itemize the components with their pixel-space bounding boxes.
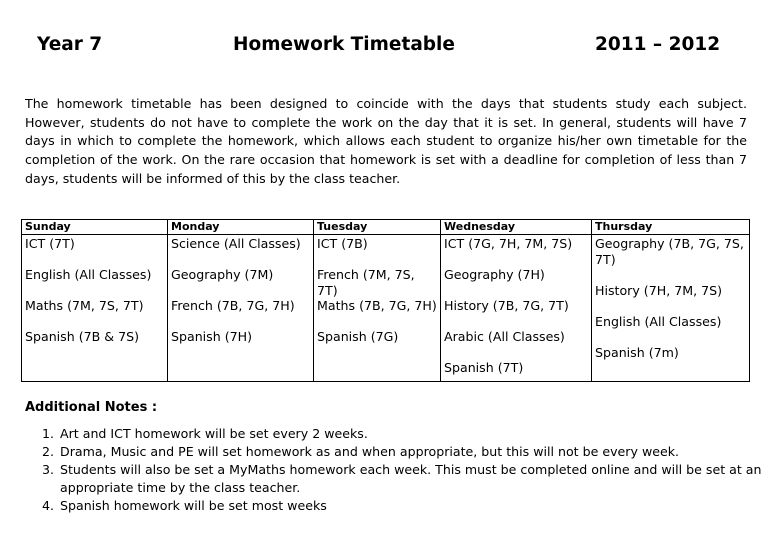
subject-entry: Science (All Classes) [171, 236, 301, 251]
subject-entry: Arabic (All Classes) [444, 329, 565, 344]
day-column-sunday [22, 235, 168, 382]
subject-entry: Geography (7H) [444, 267, 545, 282]
subject-entry: History (7H, 7M, 7S) [595, 282, 723, 298]
day-header-thursday: Thursday [592, 220, 750, 235]
subject-entry: Spanish (7m) [595, 344, 679, 360]
day-header-wednesday: Wednesday [441, 220, 592, 235]
additional-notes-heading: Additional Notes : [25, 400, 158, 415]
subject-entry: French (7B, 7G, 7H) [171, 298, 295, 313]
subject-entry: Geography (7B, 7G, 7S, 7T) [595, 236, 744, 267]
day-column-tuesday [314, 235, 441, 382]
year-group-label: Year 7 [37, 34, 103, 55]
day-column-monday [168, 235, 314, 382]
homework-timetable [21, 219, 750, 382]
note-item: 1. Art and ICT homework will be set every 2 weeks. [58, 425, 768, 443]
subject-entry: Geography (7M) [171, 267, 274, 282]
subject-entry: English (All Classes) [25, 267, 152, 282]
timetable-body-row [22, 235, 750, 382]
subject-entry: Spanish (7H) [171, 329, 253, 344]
subject-entry: Spanish (7T) [444, 360, 524, 375]
day-header-monday: Monday [168, 220, 314, 235]
additional-notes-list [25, 425, 768, 515]
subject-entry: ICT (7T) [25, 236, 75, 251]
timetable-header-row [22, 220, 750, 235]
note-item: 4. Spanish homework will be set most weeks [58, 497, 768, 515]
note-item: 2. Drama, Music and PE will set homework as and when appropriate, but this will not be every week. [58, 443, 768, 461]
day-column-wednesday [441, 235, 592, 382]
subject-entry: ICT (7B) [317, 236, 368, 251]
subject-entry: Spanish (7B & 7S) [25, 329, 140, 344]
day-header-tuesday: Tuesday [314, 220, 441, 235]
page-title: Homework Timetable [233, 34, 455, 55]
day-header-sunday: Sunday [22, 220, 168, 235]
subject-entry: ICT (7G, 7H, 7M, 7S) [444, 236, 573, 251]
subject-entry: Maths (7B, 7G, 7H) [317, 298, 437, 313]
subject-entry: Maths (7M, 7S, 7T) [25, 298, 144, 313]
day-column-thursday [592, 235, 750, 382]
note-item: 3. Students will also be set a MyMaths homework each week. This must be completed online and will be set at an appropriate time by the class teacher. [58, 461, 768, 497]
subject-entry: English (All Classes) [595, 313, 722, 329]
document-header [0, 34, 768, 60]
subject-entry: Spanish (7G) [317, 329, 399, 344]
subject-entry: History (7B, 7G, 7T) [444, 298, 569, 313]
subject-entry: French (7M, 7S, 7T) [317, 267, 415, 298]
intro-paragraph: The homework timetable has been designed to coincide with the days that students study each subject. However, students do not have to complete the work on the day that it is set. In general, students will have 7 days in which to complete the homework, which allows each student to organize his/her own timetable for the completion of the work. On the rare occasion that homework is set with a deadline for completion of less than 7 days, students will be informed of this by the class teacher. [25, 96, 747, 186]
academic-year-label: 2011 – 2012 [595, 34, 721, 55]
